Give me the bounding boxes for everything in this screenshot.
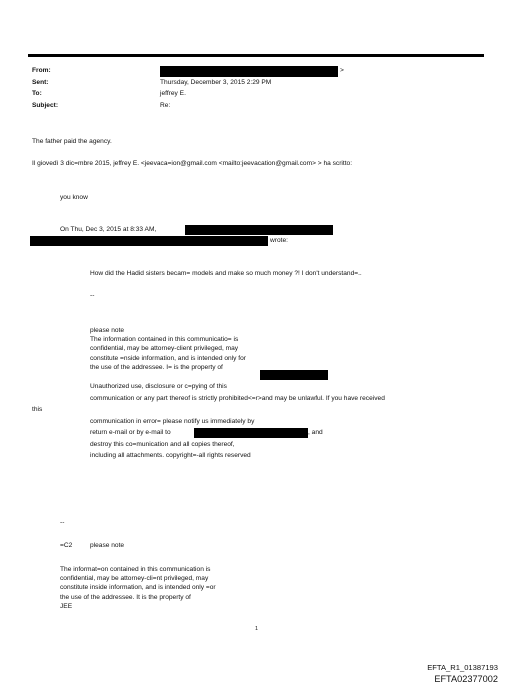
note-2-line-2: return e-mail or by e-mail to bbox=[90, 429, 171, 436]
question-line: How did the Hadid sisters becam= models and make so much money ?! I don't understand=.. bbox=[90, 270, 362, 277]
body-line-2: Il giovedì 3 dic=mbre 2015, jeffrey E. <jeevaca=ion@gmail.com <mailto:jeevacation@gmail.com> > ha scritto: bbox=[32, 160, 353, 167]
note-1-line: confidential, may be attorney-client privileged, may bbox=[90, 345, 239, 353]
from-label: From: bbox=[32, 67, 51, 74]
page-number: 1 bbox=[255, 626, 259, 632]
note-3-line: The informat=on contained in this communication is bbox=[60, 566, 211, 573]
dashes-2: -- bbox=[60, 519, 65, 526]
sent-value: Thursday, December 3, 2015 2:29 PM bbox=[160, 79, 272, 86]
c2-marker: =C2 bbox=[60, 542, 73, 549]
footer-id-2: EFTA02377002 bbox=[434, 674, 498, 684]
note-2-line-3: destroy this co=munication and all copies thereof, bbox=[90, 441, 235, 448]
to-label: To: bbox=[32, 90, 42, 97]
this-word: this bbox=[32, 406, 43, 413]
redaction-email bbox=[194, 428, 308, 438]
on-thu-line: On Thu, Dec 3, 2015 at 8:33 AM, bbox=[60, 226, 157, 233]
wrote-label: wrote: bbox=[270, 237, 288, 244]
redaction-sender-1 bbox=[185, 225, 333, 235]
subject-value: Re: bbox=[160, 102, 171, 109]
note-1-line: please note bbox=[90, 327, 125, 334]
note-3-line: constitute inside information, and is intended only =or bbox=[60, 584, 216, 592]
note-1-line-6: Unauthorized use, disclosure or c=pying of this bbox=[90, 383, 227, 390]
note-3-block bbox=[60, 565, 216, 611]
note-2-line-1: communication in error= please notify us immediately by bbox=[90, 418, 255, 425]
redaction-sender-2 bbox=[30, 236, 268, 246]
note-1-line: the use of the addressee. I= is the property of bbox=[90, 363, 223, 371]
header-rule bbox=[28, 54, 484, 57]
note-1-line: The information contained in this communicatio= is bbox=[90, 336, 239, 344]
note-1-block bbox=[90, 326, 246, 372]
note-2-line-4: including all attachments. copyright=-all rights reserved bbox=[90, 452, 251, 459]
please-note-2: please note bbox=[90, 542, 125, 549]
note-1-line-7: communication or any part thereof is strictly prohibited<=r>and may be unlawful. If you have received bbox=[90, 395, 385, 402]
redaction-from bbox=[160, 66, 338, 77]
sent-label: Sent: bbox=[32, 79, 49, 86]
body-line-1: The father paid the agency. bbox=[32, 138, 112, 145]
you-know: you know bbox=[60, 194, 88, 201]
note-3-line: JEE bbox=[60, 602, 73, 610]
note-3-line: confidential, may be attorney-cli=nt privileged, may bbox=[60, 575, 209, 583]
from-suffix: > bbox=[340, 67, 344, 74]
dashes-1: -- bbox=[90, 292, 95, 299]
to-value: jeffrey E. bbox=[160, 90, 186, 97]
redaction-property-owner bbox=[260, 370, 328, 380]
subject-label: Subject: bbox=[32, 102, 59, 109]
note-2-and: , and bbox=[308, 429, 323, 436]
footer-id-1: EFTA_R1_01387193 bbox=[427, 663, 498, 672]
note-3-line: the use of the addressee. It is the property of bbox=[60, 593, 191, 601]
note-1-line: constitute =nside information, and is intended only for bbox=[90, 354, 246, 362]
